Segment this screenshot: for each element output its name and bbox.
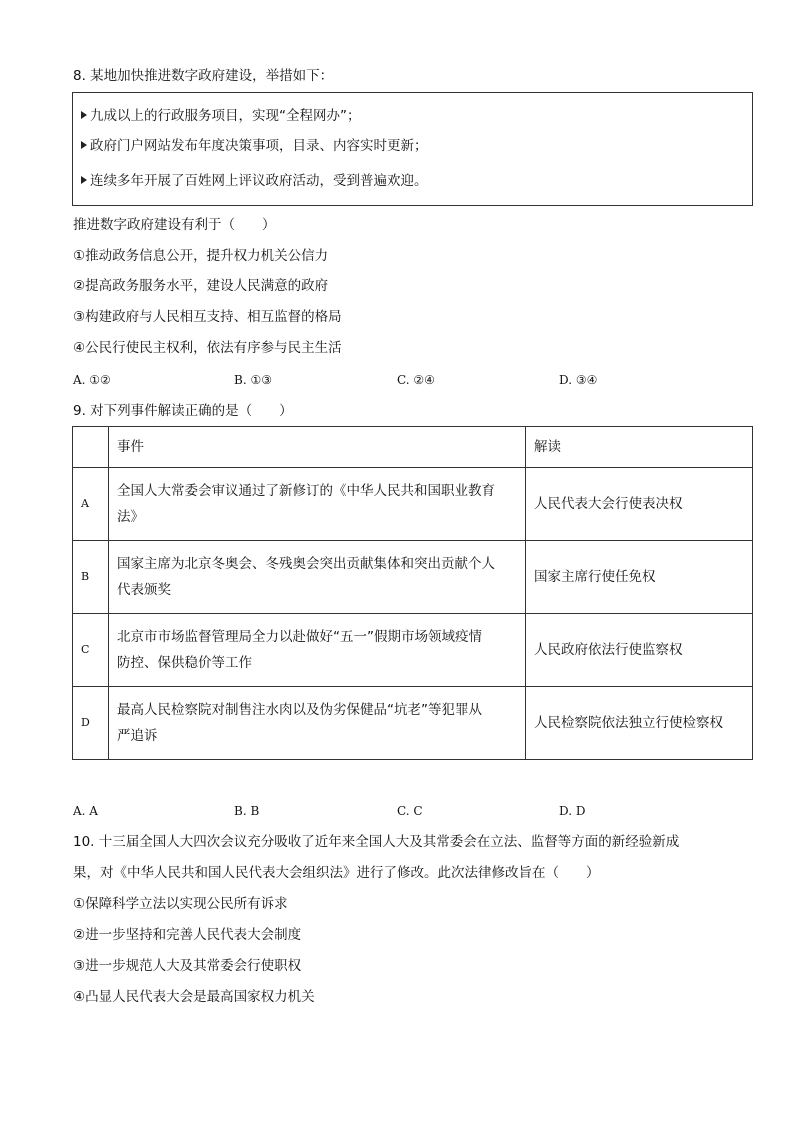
row-key: C — [73, 614, 109, 687]
table-row — [73, 687, 753, 760]
table-row — [73, 468, 753, 541]
q8-bullet-2: 政府门户网站发布年度决策事项，目录、内容实时更新； — [81, 137, 428, 155]
row-key: A — [73, 468, 109, 541]
q8-measures-box — [72, 92, 753, 206]
q8-option-d[interactable]: D. ③④ — [559, 373, 598, 387]
row-reading: 人民政府依法行使监察权 — [526, 614, 753, 687]
row-key: D — [73, 687, 109, 760]
q9-stem: 9. 对下列事件解读正确的是（ ） — [73, 403, 293, 419]
q10-item-4: ④凸显人民代表大会是最高国家权力机关 — [73, 989, 315, 1005]
q8-bullet-1: 九成以上的行政服务项目，实现“全程网办”； — [81, 107, 361, 125]
bullet-triangle-icon — [81, 111, 87, 119]
q8-option-c[interactable]: C. ②④ — [397, 373, 435, 387]
bullet-triangle-icon — [81, 141, 87, 149]
q9-option-a[interactable]: A. A — [73, 804, 98, 818]
table-row — [73, 614, 753, 687]
table-header-row — [73, 427, 753, 468]
row-event: 国家主席为北京冬奥会、冬残奥会突出贡献集体和突出贡献个人 代表颁奖 — [109, 541, 526, 614]
q8-question: 推进数字政府建设有利于（ ） — [73, 217, 276, 233]
q8-stem: 8. 某地加快推进数字政府建设，举措如下： — [73, 68, 334, 84]
row-event: 全国人大常委会审议通过了新修订的《中华人民共和国职业教育 法》 — [109, 468, 526, 541]
row-event: 北京市市场监督管理局全力以赴做好“五一”假期市场领域疫情 防控、保供稳价等工作 — [109, 614, 526, 687]
q10-stem-line-2: 果，对《中华人民共和国人民代表大会组织法》进行了修改。此次法律修改旨在（ ） — [73, 865, 600, 881]
q10-item-2: ②进一步坚持和完善人民代表大会制度 — [73, 927, 302, 943]
q8-item-2: ②提高政务服务水平，建设人民满意的政府 — [73, 278, 329, 294]
q8-options — [73, 371, 753, 389]
q8-option-a[interactable]: A. ①② — [73, 373, 111, 387]
q8-option-b[interactable]: B. ①③ — [234, 373, 272, 387]
bullet-triangle-icon — [81, 176, 87, 184]
q9-events-table — [72, 426, 753, 760]
row-reading: 国家主席行使任免权 — [526, 541, 753, 614]
q9-option-c[interactable]: C. C — [397, 804, 423, 818]
q8-item-3: ③构建政府与人民相互支持、相互监督的格局 — [73, 309, 342, 325]
q9-options — [73, 802, 753, 820]
q9-option-b[interactable]: B. B — [234, 804, 260, 818]
header-event-cell: 事件 — [109, 427, 526, 468]
q8-item-4: ④公民行使民主权利，依法有序参与民主生活 — [73, 340, 342, 356]
table-row — [73, 541, 753, 614]
row-reading: 人民代表大会行使表决权 — [526, 468, 753, 541]
q10-stem-line-1: 10. 十三届全国人大四次会议充分吸收了近年来全国人大及其常委会在立法、监督等方面的新经验新成 — [73, 834, 680, 850]
q8-bullet-3: 连续多年开展了百姓网上评议政府活动，受到普遍欢迎。 — [81, 172, 428, 190]
row-reading: 人民检察院依法独立行使检察权 — [526, 687, 753, 760]
q10-item-3: ③进一步规范人大及其常委会行使职权 — [73, 958, 302, 974]
q10-item-1: ①保障科学立法以实现公民所有诉求 — [73, 896, 288, 912]
header-key-cell — [73, 427, 109, 468]
q9-option-d[interactable]: D. D — [559, 804, 586, 818]
row-event: 最高人民检察院对制售注水肉以及伪劣保健品“坑老”等犯罪从 严追诉 — [109, 687, 526, 760]
q8-item-1: ①推动政务信息公开，提升权力机关公信力 — [73, 248, 329, 264]
header-reading-cell: 解读 — [526, 427, 753, 468]
row-key: B — [73, 541, 109, 614]
